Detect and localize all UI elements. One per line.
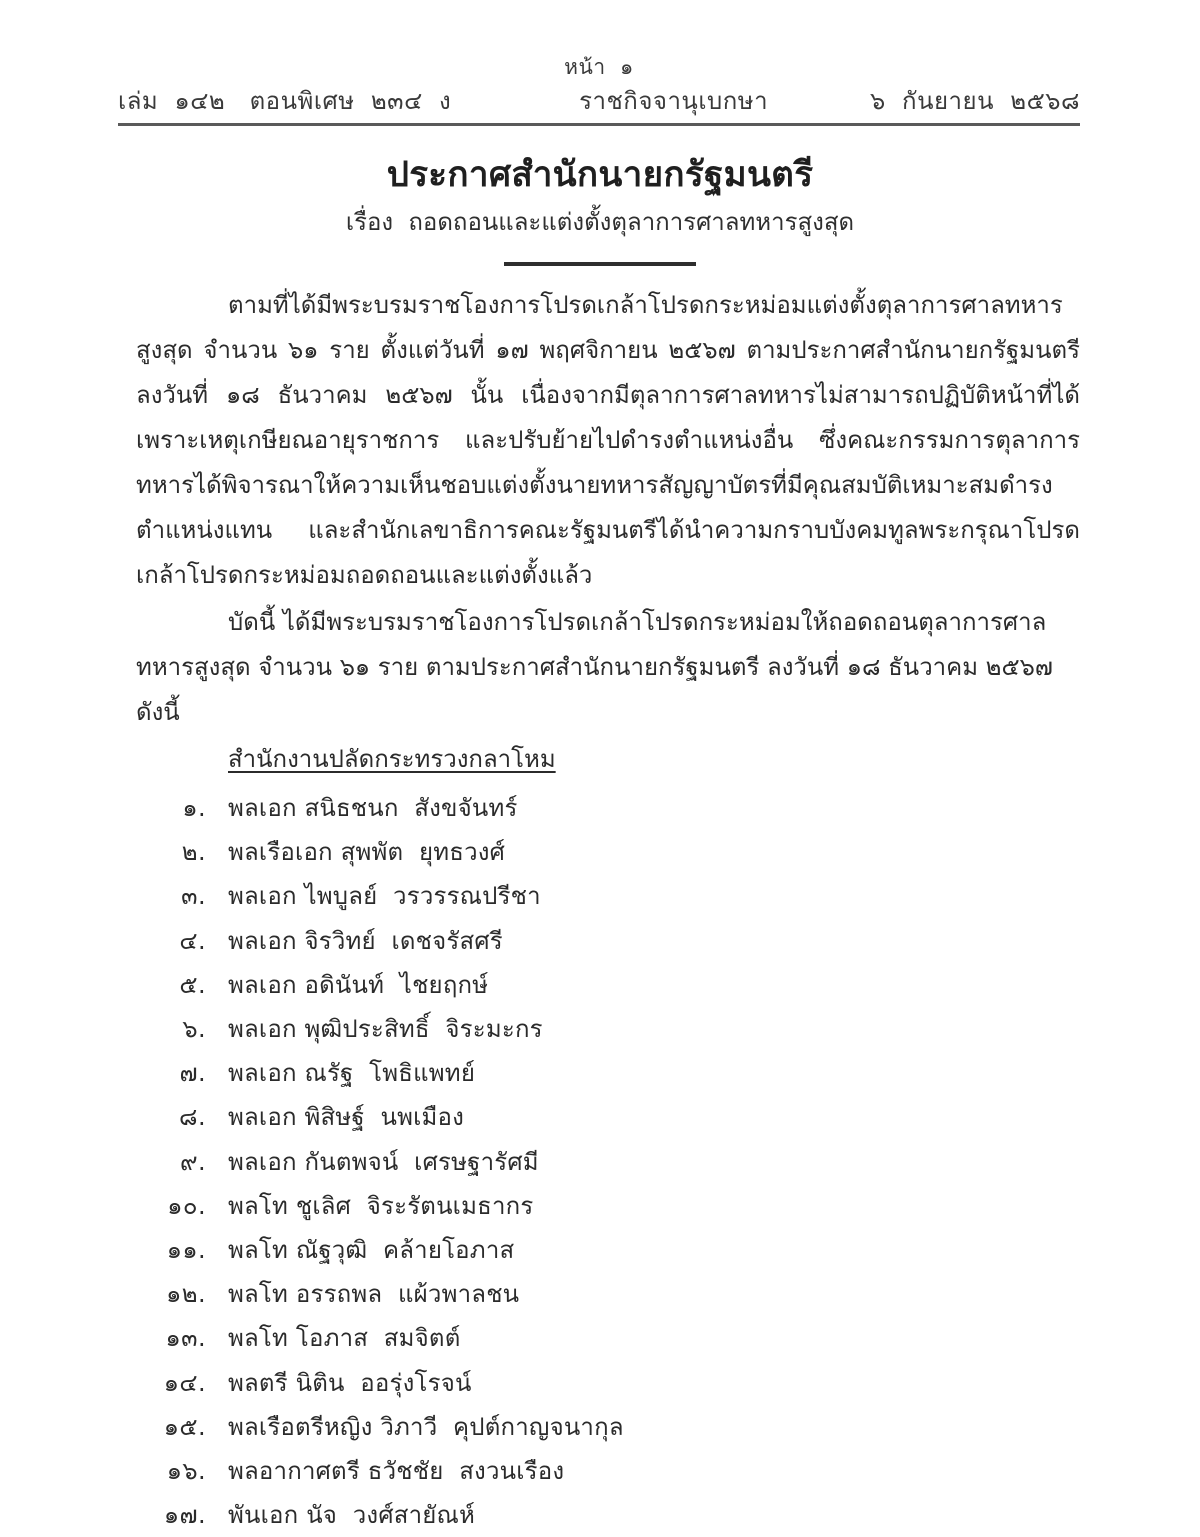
gazette-volume-label: เล่ม ๑๔๒ ตอนพิเศษ ๒๓๔ ง (118, 87, 452, 115)
list-item (136, 1051, 1080, 1095)
list-item-number: ๘. (179, 1103, 206, 1132)
list-item-name: พลเรือเอก สุพพัต ยุทธวงศ์ (228, 838, 506, 867)
list-item-number: ๗. (179, 1059, 206, 1088)
list-item-name: พลโท อรรถพล แผ้วพาลชน (228, 1280, 520, 1309)
list-item-name: พลตรี นิติน ออรุ่งโรจน์ (228, 1368, 472, 1397)
list-item-name: พลโท ณัฐวุฒิ คล้ายโอภาส (228, 1236, 515, 1265)
list-item-number: ๖. (182, 1015, 206, 1044)
list-item-number: ๑๗. (163, 1501, 206, 1530)
list-item-number: ๑๒. (166, 1280, 206, 1309)
list-item (136, 1405, 1080, 1449)
list-item (136, 1361, 1080, 1405)
document-body (136, 283, 1080, 1537)
list-item (136, 963, 1080, 1007)
list-item-number: ๑๔. (163, 1368, 206, 1397)
list-item (136, 1316, 1080, 1360)
list-item (136, 1140, 1080, 1184)
list-item-name: พลเอก พิสิษฐ์ นพเมือง (228, 1103, 465, 1132)
list-item-number: ๕. (179, 970, 206, 999)
list-item-name: พลเอก สนิธชนก สังขจันทร์ (228, 794, 518, 822)
page-title: ประกาศสำนักนายกรัฐมนตรี (386, 155, 814, 195)
list-item (136, 919, 1080, 963)
page-subtitle: เรื่อง ถอดถอนและแต่งตั้งตุลาการศาลทหารสูงสุด (345, 208, 855, 236)
gazette-header (118, 52, 1080, 126)
name-list (136, 786, 1080, 1537)
list-item-name: พลเรือตรีหญิง วิภาวี คุปต์กาญจนากุล (228, 1412, 624, 1441)
header-divider (118, 123, 1080, 126)
list-item (136, 830, 1080, 874)
title-divider (504, 262, 696, 266)
list-item-name: พลโท ชูเลิศ จิระรัตนเมธากร (228, 1191, 534, 1220)
list-item-name: พลอากาศตรี ธวัชชัย สงวนเรือง (228, 1457, 565, 1486)
list-item-number: ๑๑. (166, 1236, 206, 1265)
list-item-number: ๔. (179, 926, 206, 955)
list-item-name: พลเอก พุฒิประสิทธิ์ จิระมะกร (228, 1015, 543, 1044)
list-item (136, 1228, 1080, 1272)
gazette-header-row (118, 84, 1080, 118)
list-item-number: ๑. (182, 794, 206, 822)
list-item (136, 874, 1080, 918)
list-item (136, 1493, 1080, 1537)
list-item-name: พลเอก ไพบูลย์ วรวรรณปรีชา (228, 882, 541, 911)
list-item-name: พลเอก จิรวิทย์ เดชจรัสศรี (228, 926, 503, 955)
section-heading (228, 737, 1080, 782)
list-item-name: พลเอก อดินันท์ ไชยฤกษ์ (228, 970, 489, 999)
list-item-name: พลเอก ณรัฐ โพธิแพทย์ (228, 1059, 476, 1088)
gazette-date-label: ๖ กันยายน ๒๕๖๘ (870, 87, 1080, 115)
list-item-number: ๑๖. (166, 1457, 206, 1486)
list-item-name: พลเอก กันตพจน์ เศรษฐารัศมี (228, 1147, 539, 1176)
list-item (136, 1184, 1080, 1228)
section-heading-label: สำนักงานปลัดกระทรวงกลาโหม (228, 745, 556, 773)
list-item-number: ๙. (179, 1147, 206, 1176)
list-item-number: ๑๐. (167, 1191, 206, 1220)
list-item (136, 1272, 1080, 1316)
list-item (136, 1007, 1080, 1051)
body-paragraph-1: ตามที่ได้มีพระบรมราชโองการโปรดเกล้าโปรดกระหม่อมแต่งตั้งตุลาการศาลทหารสูงสุด จำนวน ๖๑ ราย ตั้งแต่วันที่ ๑๗ พฤศจิกายน ๒๕๖๗ ตามประกาศสำนักนายกรัฐมนตรี ลงวันที่ ๑๘ ธันวาคม ๒๕๖๗ นั้น เนื่องจากมีตุลาการศาลทหารไม่สามารถปฏิบัติหน้าที่ได้ เพราะเหตุเกษียณอายุราชการ และปรับย้ายไปดำรงตำแหน่งอื่น ซึ่งคณะกรรมการตุลาการทหารได้พิจารณาให้ความเห็นชอบแต่งตั้งนายทหารสัญญาบัตรที่มีคุณสมบัติเหมาะสมดำรงตำแหน่งแทน และสำนักเลขาธิการคณะรัฐมนตรีได้นำความกราบบังคมทูลพระกรุณาโปรดเกล้าโปรดกระหม่อมถอดถอนและแต่งตั้งแล้ว (136, 291, 1080, 589)
gazette-name-label: ราชกิจจานุเบกษา (579, 87, 769, 115)
list-item (136, 786, 1080, 830)
list-item-number: ๑๕. (163, 1412, 206, 1441)
page-number-label: หน้า ๑ (564, 55, 634, 79)
body-paragraph-2: บัดนี้ ได้มีพระบรมราชโองการโปรดเกล้าโปรดกระหม่อมให้ถอดถอนตุลาการศาลทหารสูงสุด จำนวน ๖๑ ราย ตามประกาศสำนักนายกรัฐมนตรี ลงวันที่ ๑๘ ธันวาคม ๒๕๖๗ ดังนี้ (136, 608, 1053, 726)
list-item-number: ๓. (181, 882, 206, 911)
list-item-name: พลโท โอภาส สมจิตต์ (228, 1324, 461, 1353)
list-item-number: ๑๓. (165, 1324, 206, 1353)
list-item-number: ๒. (181, 838, 206, 867)
list-item-name: พันเอก นัจ วงศ์สายัณห์ (228, 1501, 476, 1530)
list-item (136, 1095, 1080, 1139)
title-block (120, 152, 1080, 266)
